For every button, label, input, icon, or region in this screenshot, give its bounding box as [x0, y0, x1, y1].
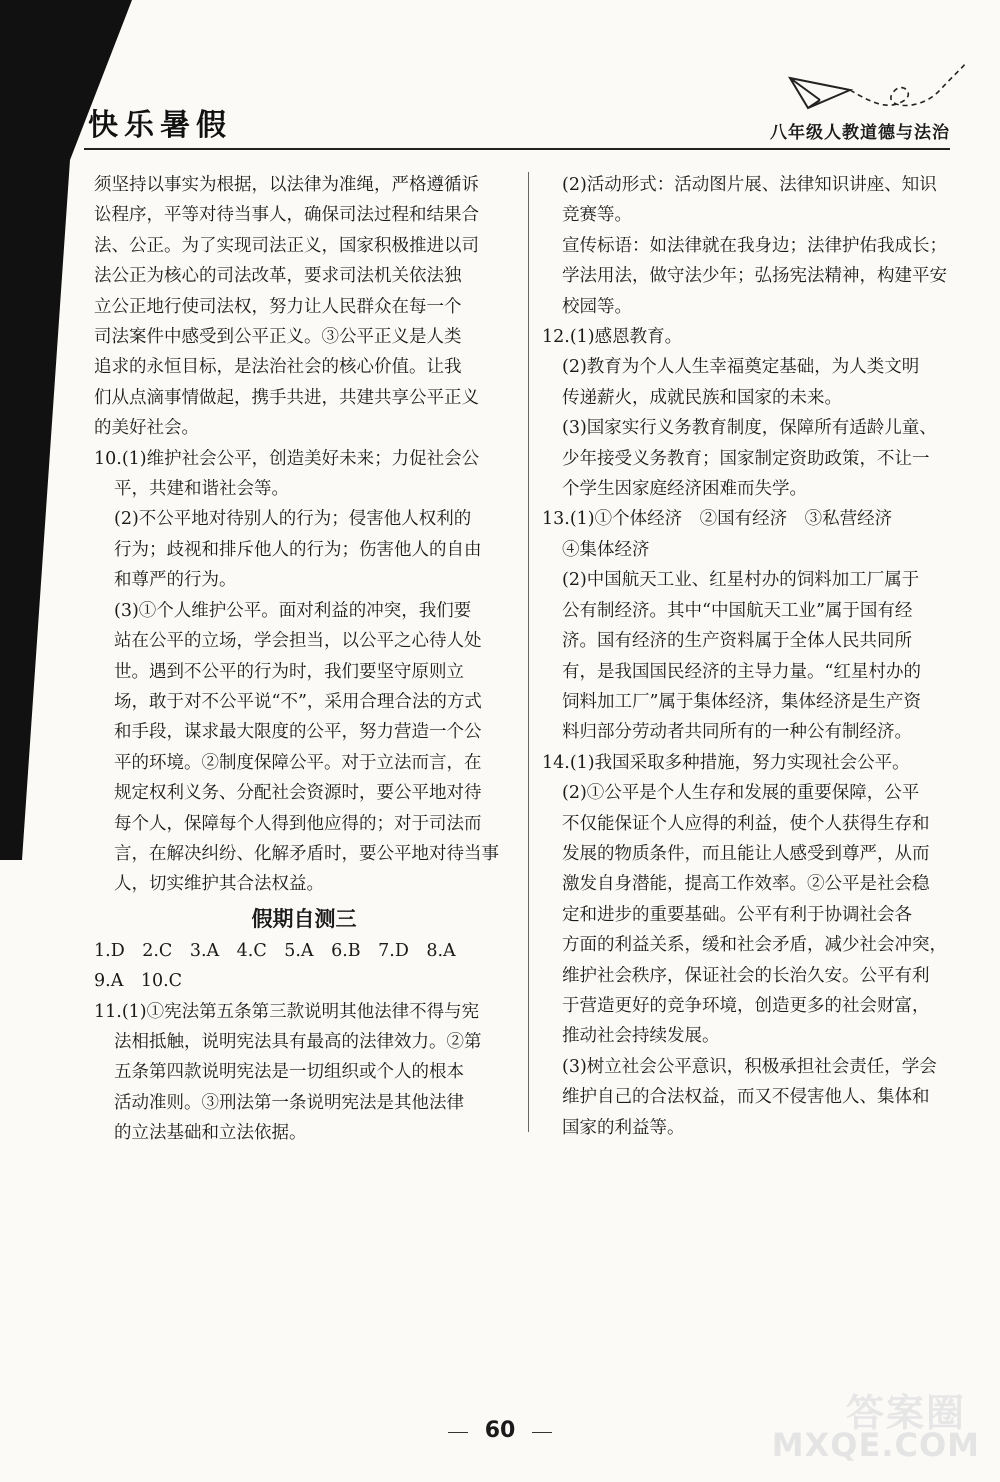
watermark-cn: 答案圈: [845, 1391, 966, 1435]
text-line: (3)国家实行义务教育制度，保障所有适龄儿童、: [562, 418, 937, 439]
text-line: 方面的利益关系，缓和社会矛盾，减少社会冲突，: [562, 935, 947, 956]
text-line: 推动社会持续发展。: [562, 1026, 720, 1047]
text-line: 的立法基础和立法依据。: [114, 1123, 307, 1144]
column-divider: [528, 172, 529, 1132]
text-line: 维护社会秩序，保证社会的长治久安。公平有利: [562, 965, 930, 986]
text-line: 法相抵触，说明宪法具有最高的法律效力。②第: [114, 1031, 482, 1052]
text-line: 定和进步的重要基础。公平有利于协调社会各: [562, 904, 912, 925]
text-line: 个学生因家庭经济困难而失学。: [562, 479, 807, 500]
text-line: 维护自己的合法权益，而又不侵害他人、集体和: [562, 1087, 930, 1108]
text-line: 竞赛等。: [562, 205, 632, 226]
text-line: 场，敢于对不公平说“不”，采用合理合法的方式: [114, 691, 482, 712]
text-line: 和手段，谋求最大限度的公平，努力营造一个公: [114, 722, 482, 743]
text-line: 言，在解决纠纷、化解矛盾时，要公平地对待当事: [114, 843, 499, 864]
text-line: (2)不公平地对待别人的行为；侵害他人权利的: [114, 509, 472, 530]
text-line: 须坚持以事实为根据，以法律为准绳，严格遵循诉: [94, 175, 479, 195]
text-line: 平的环境。②制度保障公平。对于立法而言，在: [114, 752, 482, 773]
text-line: 站在公平的立场，学会担当，以公平之心待人处: [114, 631, 482, 652]
section-title: 假期自测三: [251, 906, 357, 931]
page-header: [0, 0, 1000, 160]
text-line: (3)树立社会公平意识，积极承担社会责任，学会: [562, 1056, 937, 1077]
text-line: 公有制经济。其中“中国航天工业”属于国有经: [562, 600, 913, 621]
text-line: (2)教育为个人人生幸福奠定基础，为人类文明: [562, 357, 920, 378]
text-line: 每个人，保障每个人得到他应得的；对于司法而: [114, 813, 482, 834]
text-line: 世。遇到不公平的行为时，我们要坚守原则立: [114, 661, 464, 682]
text-line: 司法案件中感受到公平正义。③公平正义是人类: [94, 327, 462, 348]
text-line: (2)中国航天工业、红星村办的饲料加工厂属于: [562, 570, 920, 591]
text-line: (3)①个人维护公平。面对利益的冲突，我们要: [114, 600, 472, 621]
text-line: 济。国有经济的生产资料属于全体人民共同所: [562, 631, 912, 652]
text-line: 不仅能保证个人应得的利益，使个人获得生存和: [562, 813, 930, 834]
text-line: 和尊严的行为。: [114, 570, 237, 591]
answer-14: 14.(1)我国采取多种措施，努力实现社会公平。: [542, 752, 910, 773]
text-line: (2)活动形式：活动图片展、法律知识讲座、知识: [562, 175, 937, 195]
left-column: [94, 170, 514, 1149]
text-line: 校园等。: [562, 296, 632, 317]
text-line: 讼程序，平等对待当事人，确保司法过程和结果合: [94, 205, 479, 226]
brand-title: 快乐暑假: [88, 108, 232, 143]
text-line: 行为；歧视和排斥他人的行为；伤害他人的自由: [114, 539, 482, 560]
text-line: (2)①公平是个人生存和发展的重要保障，公平: [562, 783, 920, 804]
site-watermark: [746, 1382, 986, 1462]
text-line: 发展的物质条件，而且能让人感受到尊严，从而: [562, 843, 930, 864]
text-line: 少年接受义务教育；国家制定资助政策，不让一: [562, 448, 930, 469]
text-line: 学法用法，做守法少年；弘扬宪法精神，构建平安: [562, 266, 947, 287]
answer-choices: 1.D 2.C 3.A 4.C 5.A 6.B 7.D 8.A: [94, 940, 456, 961]
text-line: 于营造更好的竞争环境，创造更多的社会财富，: [562, 995, 930, 1016]
watermark-en: MXQE.COM: [771, 1426, 980, 1464]
text-line: 的美好社会。: [94, 418, 199, 439]
text-line: 宣传标语：如法律就在我身边；法律护佑我成长；: [562, 235, 947, 256]
text-line: 料归部分劳动者共同所有的一种公有制经济。: [562, 722, 912, 743]
answer-11: 11.(1)①宪法第五条第三款说明其他法律不得与宪: [94, 1001, 480, 1022]
text-line: 传递薪火，成就民族和国家的未来。: [562, 387, 842, 408]
text-line: 法、公正。为了实现司法正义，国家积极推进以司: [94, 235, 479, 256]
text-line: 法公正为核心的司法改革，要求司法机关依法独: [94, 266, 462, 287]
header-rule: [84, 148, 950, 150]
answer-12: 12.(1)感恩教育。: [542, 327, 683, 348]
text-line: 活动准则。③刑法第一条说明宪法是其他法律: [114, 1092, 464, 1113]
text-line: 激发自身潜能，提高工作效率。②公平是社会稳: [562, 874, 930, 895]
footer-dash-right: [532, 1432, 552, 1433]
text-line: 立公正地行使司法权，努力让人民群众在每一个: [94, 296, 462, 317]
text-line: 五条第四款说明宪法是一切组织或个人的根本: [114, 1062, 464, 1083]
answer-13: 13.(1)①个体经济 ②国有经济 ③私营经济: [542, 509, 893, 530]
answer-choices: 9.A 10.C: [94, 971, 183, 992]
text-line: 饲料加工厂”属于集体经济，集体经济是生产资: [562, 691, 921, 712]
right-column: [542, 170, 952, 1143]
text-line: 国家的利益等。: [562, 1117, 685, 1138]
text-line: 规定权利义务、分配社会资源时，要公平地对待: [114, 783, 482, 804]
answer-10: 10.(1)维护社会公平，创造美好未来；力促社会公: [94, 448, 480, 469]
page-number: 60: [484, 1418, 516, 1443]
subject-label: 八年级人教道德与法治: [770, 123, 950, 143]
footer-dash-left: [448, 1432, 468, 1433]
text-line: 人，切实维护其合法权益。: [114, 874, 324, 895]
text-line: 有，是我国国民经济的主导力量。“红星村办的: [562, 661, 921, 682]
text-line: 平，共建和谐社会等。: [114, 479, 289, 500]
text-line: 们从点滴事情做起，携手共进，共建共享公平正义: [94, 387, 479, 408]
text-line: 追求的永恒目标，是法治社会的核心价值。让我: [94, 357, 462, 378]
text-line: ④集体经济: [562, 539, 650, 560]
